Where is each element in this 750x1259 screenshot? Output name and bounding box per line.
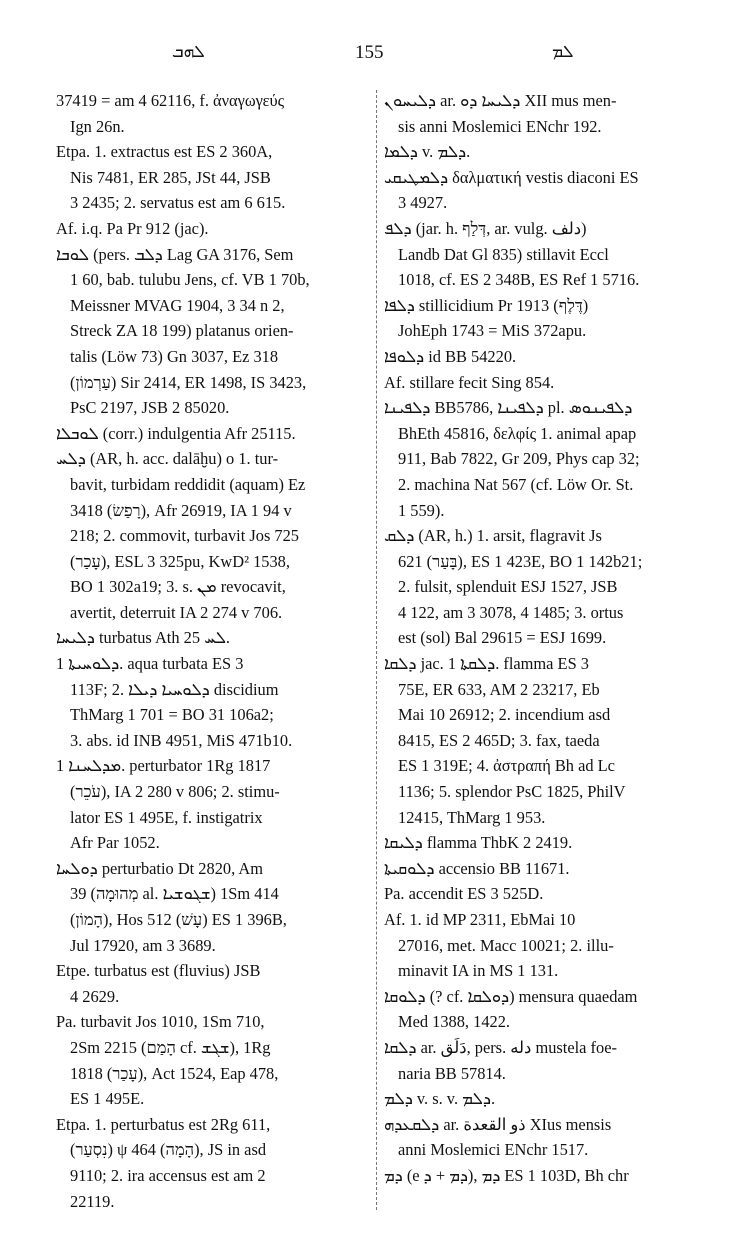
text-line: (עֹכֵר), IA 2 280 v 806; 2. stimu- xyxy=(70,782,280,802)
text-line: avertit, deterruit IA 2 274 v 706. xyxy=(70,602,283,622)
text-line: Af. i.q. Pa Pr 912 (jac). xyxy=(56,218,209,238)
text-line: ܕܠܩ (AR, h.) 1. arsit, flagravit Js xyxy=(384,526,602,546)
text-line: ThMarg 1 701 = BO 31 106a2; xyxy=(70,705,274,725)
text-line: ES 1 319E; 4. ἀστραπή Bh ad Lc xyxy=(398,756,615,776)
text-line: PsC 2197, JSB 2 85020. xyxy=(70,398,230,418)
text-line: 1136; 5. splendor PsC 1825, PhilV xyxy=(398,782,626,802)
text-line: ܕܠܘܦܐ id BB 54220. xyxy=(384,346,517,366)
text-line: naria BB 57814. xyxy=(398,1063,506,1083)
text-line: 2. machina Nat 567 (cf. Löw Or. St. xyxy=(398,474,634,494)
running-header xyxy=(0,42,750,72)
text-line: (נִסְעַר) ψ 464 (הָמָה), JS in asd xyxy=(70,1140,267,1160)
text-line: ܕܠܡ v. s. v. ܕܠܡ. xyxy=(384,1089,496,1109)
left-column xyxy=(56,88,368,1214)
text-line: anni Moslemici ENchr 1517. xyxy=(398,1140,589,1160)
text-line: Med 1388, 1422. xyxy=(398,1012,510,1032)
text-line: ES 1 495E. xyxy=(70,1089,145,1109)
text-line: lator ES 1 495E, f. instigatrix xyxy=(70,807,263,827)
text-line: ܕܠܩܥܕܗ ar. ذو القعدة XIus mensis xyxy=(384,1114,612,1134)
text-line: (עָכַר), ESL 3 325pu, KwD² 1538, xyxy=(70,551,290,571)
text-line: 27016, met. Macc 10021; 2. illu- xyxy=(398,935,614,955)
right-column xyxy=(384,88,704,1189)
text-line: 621 (בָּעַר), ES 1 423E, BO 1 142b21; xyxy=(398,551,643,571)
text-line: Pa. accendit ES 3 525D. xyxy=(384,884,544,904)
text-line: ܕܘܠܚܐ perturbatio Dt 2820, Am xyxy=(56,858,263,878)
text-line: sis anni Moslemici ENchr 192. xyxy=(398,116,602,136)
text-line: BO 1 302a19; 3. s. ܡܢ revocavit, xyxy=(70,577,286,597)
text-line: ܕܠܘܩܐ (? cf. ܕܘܠܩܐ) mensura quaedam xyxy=(384,986,638,1006)
text-line: 3. abs. id INB 4951, MiS 471b10. xyxy=(70,730,293,750)
text-line: Ign 26n. xyxy=(70,116,125,136)
text-line: Mai 10 26912; 2. incendium asd xyxy=(398,705,611,725)
text-line: 3418 (רָפַשׂ), Afr 26919, IA 1 94 v xyxy=(70,500,292,520)
text-line: ܠܘܒܐ (pers. ܕܠܒ Lag GA 3176, Sem xyxy=(56,244,294,264)
text-line: Nis 7481, ER 285, JSt 44, JSB xyxy=(70,167,271,187)
text-line: Af. 1. id MP 2311, EbMai 10 xyxy=(384,910,576,929)
text-line: 1 60, bab. tulubu Jens, cf. VB 1 70b, xyxy=(70,270,310,290)
text-line: Etpa. 1. extractus est ES 2 360A, xyxy=(56,142,273,162)
text-line: 12415, ThMarg 1 953. xyxy=(398,807,546,827)
text-line: ܕܠܦ (jar. h. דְּלַף, ar. vulg. دلف) xyxy=(384,218,587,238)
text-line: Etpe. turbatus est (fluvius) JSB xyxy=(56,961,261,981)
text-line: 1 559). xyxy=(398,500,445,520)
text-line: 3 4927. xyxy=(398,193,448,213)
text-line: ܕܠܦܝܢܐ BB5786, ܕܠܦܝܢܐ pl. ܕܠܦܝܢܘܣ xyxy=(384,398,633,418)
text-line: 911, Bab 7822, Gr 209, Phys cap 32; xyxy=(398,449,640,469)
text-line: minavit IA in MS 1 131. xyxy=(398,961,559,981)
header-right-catchword: ܠܡ xyxy=(552,42,574,62)
text-line: ܕܠܝܩܐ flamma ThbK 2 2419. xyxy=(384,833,573,853)
text-line: 218; 2. commovit, turbavit Jos 725 xyxy=(70,526,300,546)
text-line: 2Sm 2215 (הָמַם cf. ܫܓܫ), 1Rg xyxy=(70,1037,271,1057)
text-line: ܕܠܡܐ v. ܕܠܡ. xyxy=(384,142,471,162)
text-line: talis (Löw 73) Gn 3037, Ez 318 xyxy=(70,346,279,366)
text-line: ܕܠܘܚܝܬܐ 1. aqua turbata ES 3 xyxy=(56,654,244,674)
text-line: Landb Dat Gl 835) stillavit Eccl xyxy=(398,244,609,264)
text-line: JohEph 1743 = MiS 372apu. xyxy=(398,321,587,341)
text-line: 4 2629. xyxy=(70,986,120,1006)
text-line: 75E, ER 633, AM 2 23217, Eb xyxy=(398,679,600,699)
text-line: BhEth 45816, δελφίς 1. animal apap xyxy=(398,423,637,443)
header-left-catchword: ܠܗܒ xyxy=(172,42,205,62)
text-line: ܕܠܦܐ stillicidium Pr 1913 (דֶּלֶף) xyxy=(384,295,589,315)
text-line: ܕܠܘܩܝܬܐ accensio BB 11671. xyxy=(384,858,570,878)
text-line: Af. stillare fecit Sing 854. xyxy=(384,372,555,392)
text-line: ܡܕܠܚܢܐ 1. perturbator 1Rg 1817 xyxy=(56,756,271,776)
text-line: Meissner MVAG 1904, 3 34 n 2, xyxy=(70,295,285,315)
text-line: 22119. xyxy=(70,1191,115,1211)
text-line: (עַרְמוֹן) Sir 2414, ER 1498, IS 3423, xyxy=(70,372,307,392)
text-line: 1018, cf. ES 2 348B, ES Ref 1 5716. xyxy=(398,270,640,290)
text-line: 37419 = am 4 62116, f. ἀναγωγεύς xyxy=(56,91,285,110)
text-line: (הָמוֹן), Hos 512 (עָשׁ) ES 1 396B, xyxy=(70,910,287,929)
text-line: Afr Par 1052. xyxy=(70,833,160,853)
text-line: ܕܠܡܛܝܩܝ δαλματική vestis diaconi ES xyxy=(384,167,639,187)
text-line: ܕܡ (e ܕܡ + ܕ), ܕܡ ES 1 103D, Bh chr xyxy=(384,1165,629,1185)
text-line: 1818 (עָכַר), Act 1524, Eap 478, xyxy=(70,1063,279,1083)
text-line: 39 (מְהוּמָה al. ܫܓܘܫܝܐ) 1Sm 414 xyxy=(70,884,279,904)
text-line: 9110; 2. ira accensus est am 2 xyxy=(70,1165,266,1185)
text-line: ܕܠܩܐ ar. دَلَق, pers. دله mustela foe- xyxy=(384,1037,617,1057)
text-line: 4 122, am 3 3078, 4 1485; 3. ortus xyxy=(398,602,624,622)
text-line: bavit, turbidam reddidit (aquam) Ez xyxy=(70,474,306,494)
text-line: ܕܠܝܚܐ turbatus Ath ܠܚ 25. xyxy=(56,628,231,648)
text-line: Pa. turbavit Jos 1010, 1Sm 710, xyxy=(56,1012,265,1032)
text-line: ܠܘܒܠܐ (corr.) indulgentia Afr 25115. xyxy=(56,423,296,443)
text-line: 3 2435; 2. servatus est am 6 615. xyxy=(70,193,286,213)
text-line: ܕܠܝܚܘܢ ar. ܕܠܝܚܐ ܕܘ XII mus men- xyxy=(384,91,617,110)
text-line: 8415, ES 2 465D; 3. fax, taeda xyxy=(398,730,600,750)
text-line: Jul 17920, am 3 3689. xyxy=(70,935,216,955)
text-line: 113F; 2. ܕܠܘܚܝܐ ܕܝܠܐ discidium xyxy=(70,679,279,699)
text-line: 2. fulsit, splenduit ESJ 1527, JSB xyxy=(398,577,618,597)
page-number: 155 xyxy=(355,42,384,63)
text-line: Streck ZA 18 199) platanus orien- xyxy=(70,321,294,341)
text-line: est (sol) Bal 29615 = ESJ 1699. xyxy=(398,628,607,648)
text-line: ܕܠܚ (AR, h. acc. dalāḫu) o 1. tur- xyxy=(56,449,279,469)
column-divider xyxy=(376,90,377,1210)
text-line: ܕܠܩܐ jac. ܕܠܩܬܐ 1. flamma ES 3 xyxy=(384,654,589,674)
text-line: Etpa. 1. perturbatus est 2Rg 611, xyxy=(56,1114,271,1134)
